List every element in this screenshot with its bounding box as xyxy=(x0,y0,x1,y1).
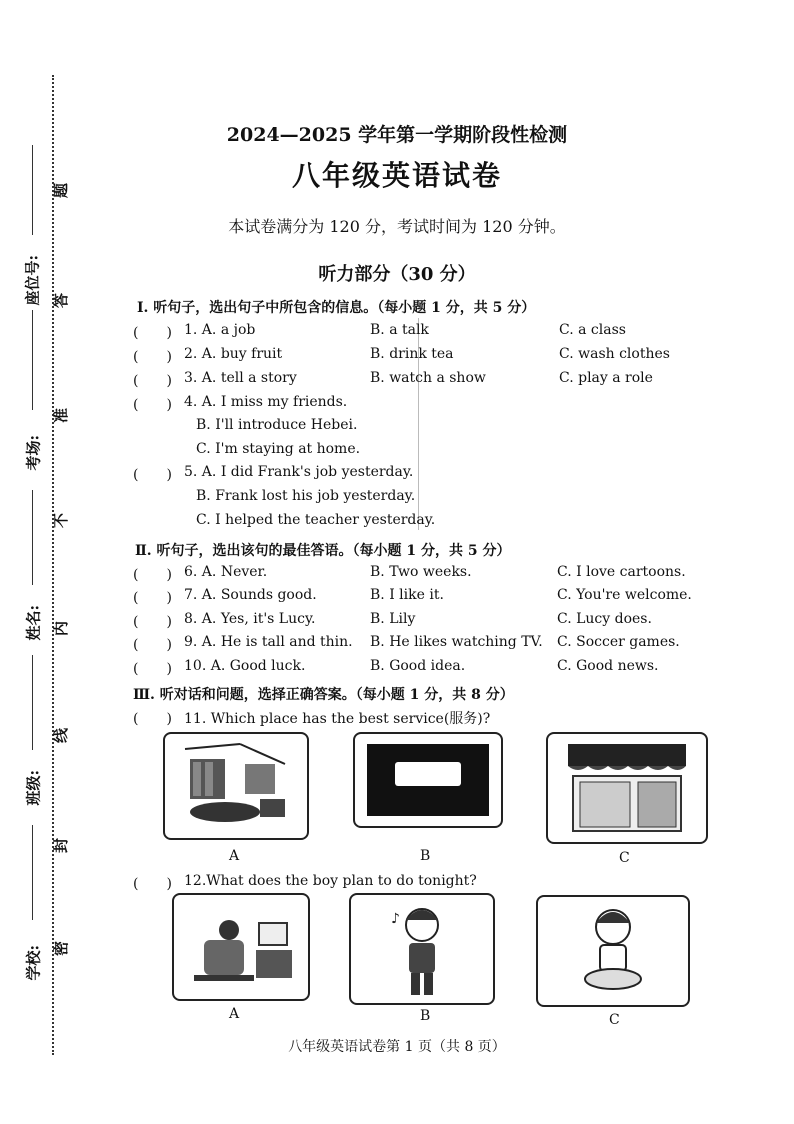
picture-label-b: B xyxy=(420,848,431,864)
seal-word: 内 xyxy=(52,620,71,637)
boy-singing-icon xyxy=(351,895,493,1003)
part2-instructions: Ⅱ. 听句子，选出该句的最佳答语。（每小题 1 分，共 5 分） xyxy=(135,543,511,559)
school-field[interactable] xyxy=(32,825,33,920)
name-label: 姓名: xyxy=(24,604,43,641)
option-b: B. I'll introduce Hebei. xyxy=(196,417,358,433)
exam-year-title: 2024—2025 学年第一学期阶段性检测 xyxy=(226,124,568,146)
option-c: C. I love cartoons. xyxy=(557,564,686,580)
living-room-icon xyxy=(165,734,307,838)
part1-instructions: Ⅰ. 听句子，选出句子中所包含的信息。（每小题 1 分，共 5 分） xyxy=(137,300,536,316)
option-a: 3. A. tell a story xyxy=(184,370,297,386)
picture-label-c: C xyxy=(619,850,630,866)
school-label: 学校: xyxy=(24,944,43,981)
seal-word: 题 xyxy=(52,182,71,199)
seat-number-label: 座位号: xyxy=(23,254,42,306)
option-c: C. I helped the teacher yesterday. xyxy=(196,512,436,528)
option-b: B. Lily xyxy=(370,611,416,627)
seal-word: 封 xyxy=(52,837,71,854)
answer-blank[interactable]: ( ) xyxy=(133,567,172,583)
option-a: 5. A. I did Frank's job yesterday. xyxy=(184,464,414,480)
class-label: 班级: xyxy=(24,769,43,806)
option-a: 7. A. Sounds good. xyxy=(184,587,317,603)
exam-room-label: 考场: xyxy=(24,434,43,471)
cinema-screen-picture[interactable] xyxy=(353,732,503,828)
shop-front-picture[interactable] xyxy=(546,732,708,844)
answer-blank[interactable]: ( ) xyxy=(133,397,172,413)
option-c: C. Lucy does. xyxy=(557,611,652,627)
class-field[interactable] xyxy=(32,655,33,750)
answer-blank[interactable]: ( ) xyxy=(133,325,172,341)
option-c: C. a class xyxy=(559,322,626,338)
cinema-screen-icon xyxy=(355,734,501,826)
option-b: B. watch a show xyxy=(370,370,486,386)
option-c: C. Soccer games. xyxy=(557,634,680,650)
seal-word: 准 xyxy=(52,407,71,424)
picture-label-c: C xyxy=(609,1012,620,1028)
option-b: B. a talk xyxy=(370,322,429,338)
option-a: 2. A. buy fruit xyxy=(184,346,283,362)
answer-blank[interactable]: ( ) xyxy=(133,614,172,630)
svg-text:♪: ♪ xyxy=(391,911,400,927)
option-b: B. drink tea xyxy=(370,346,454,362)
seal-word: 答 xyxy=(52,292,71,309)
boy-at-computer-icon xyxy=(174,895,308,999)
answer-blank[interactable]: ( ) xyxy=(133,467,172,483)
picture-label-b: B xyxy=(420,1008,431,1024)
exam-main-title: 八年级英语试卷 xyxy=(291,159,502,192)
option-c: C. You're welcome. xyxy=(557,587,692,603)
part3-instructions: Ⅲ. 听对话和问题，选择正确答案。（每小题 1 分，共 8 分） xyxy=(133,687,514,703)
option-a: 10. A. Good luck. xyxy=(184,658,306,674)
option-a: 9. A. He is tall and thin. xyxy=(184,634,353,650)
boy-washing-picture[interactable] xyxy=(536,895,690,1007)
answer-blank[interactable]: ( ) xyxy=(133,637,172,653)
seal-word: 密 xyxy=(52,940,71,957)
answer-blank[interactable]: ( ) xyxy=(133,373,172,389)
answer-blank[interactable]: ( ) xyxy=(133,590,172,606)
seal-word: 不 xyxy=(52,512,71,529)
answer-blank[interactable]: ( ) xyxy=(133,876,172,892)
option-c: C. Good news. xyxy=(557,658,659,674)
boy-washing-icon xyxy=(538,897,688,1005)
listening-section-title: 听力部分（30 分） xyxy=(318,264,476,285)
picture-label-a: A xyxy=(229,1006,240,1022)
shop-front-icon xyxy=(548,734,706,842)
option-a: 6. A. Never. xyxy=(184,564,268,580)
option-a: 4. A. I miss my friends. xyxy=(184,394,348,410)
page-footer: 八年级英语试卷第 1 页（共 8 页） xyxy=(288,1039,506,1055)
question-text: 12.What does the boy plan to do tonight? xyxy=(184,873,477,889)
option-c: C. play a role xyxy=(559,370,653,386)
answer-blank[interactable]: ( ) xyxy=(133,711,172,727)
question-text: 11. Which place has the best service(服务)? xyxy=(184,711,491,727)
option-b: B. Two weeks. xyxy=(370,564,472,580)
option-c: C. I'm staying at home. xyxy=(196,441,361,457)
answer-blank[interactable]: ( ) xyxy=(133,349,172,365)
picture-label-a: A xyxy=(229,848,240,864)
option-b: B. I like it. xyxy=(370,587,444,603)
living-room-picture[interactable] xyxy=(163,732,309,840)
name-field[interactable] xyxy=(32,490,33,585)
option-c: C. wash clothes xyxy=(559,346,670,362)
option-b: B. Good idea. xyxy=(370,658,466,674)
exam-note: 本试卷满分为 120 分，考试时间为 120 分钟。 xyxy=(228,217,566,236)
option-a: 1. A. a job xyxy=(184,322,256,338)
boy-at-computer-picture[interactable] xyxy=(172,893,310,1001)
boy-singing-picture[interactable] xyxy=(349,893,495,1005)
option-b: B. He likes watching TV. xyxy=(370,634,543,650)
seal-word: 线 xyxy=(52,727,71,744)
exam-room-field[interactable] xyxy=(32,310,33,410)
option-a: 8. A. Yes, it's Lucy. xyxy=(184,611,316,627)
option-b: B. Frank lost his job yesterday. xyxy=(196,488,416,504)
answer-blank[interactable]: ( ) xyxy=(133,661,172,677)
